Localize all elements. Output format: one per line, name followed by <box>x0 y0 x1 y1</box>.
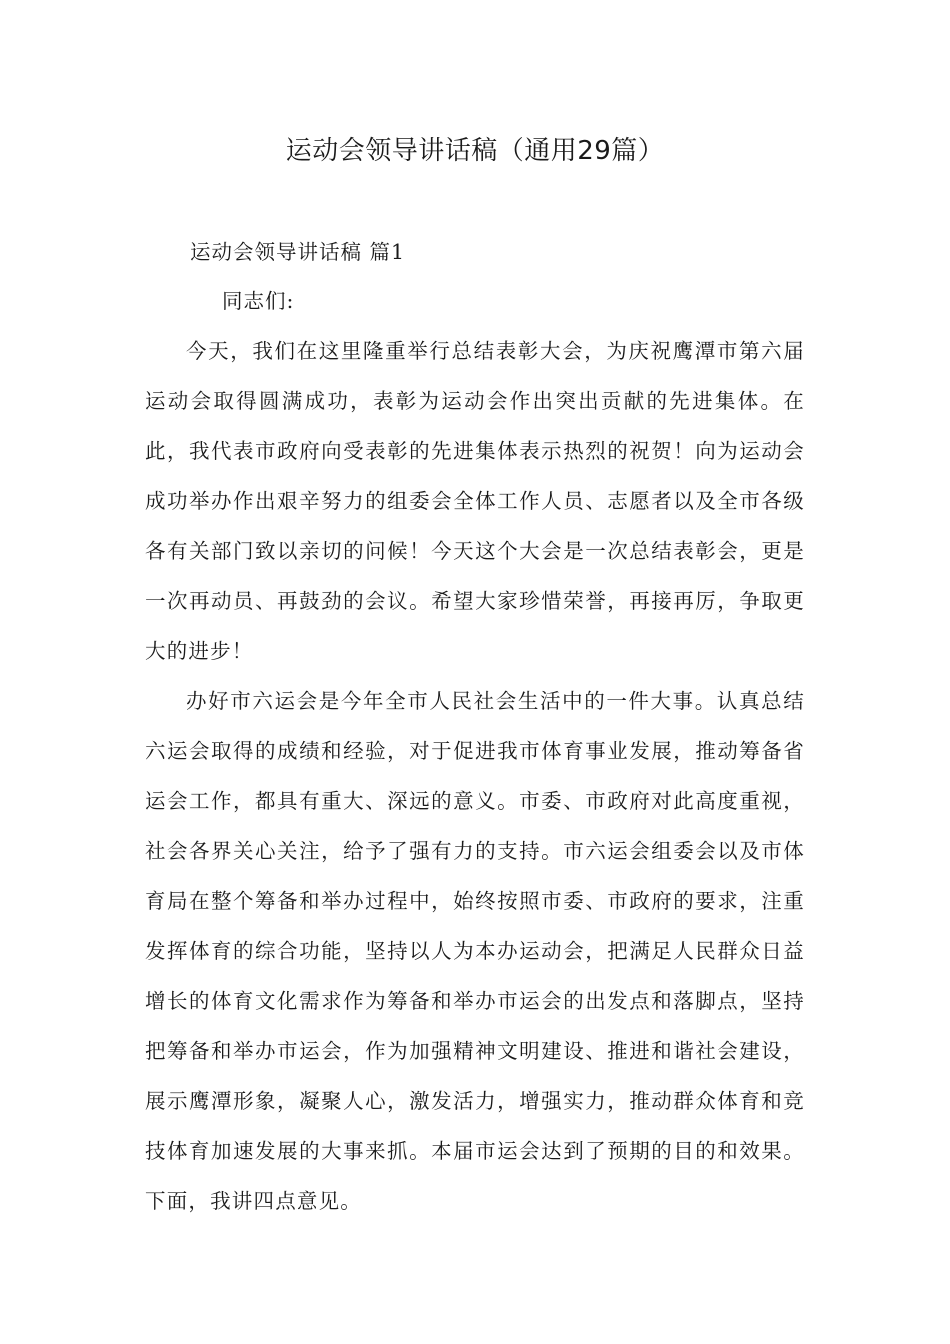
body-paragraph-1: 今天，我们在这里隆重举行总结表彰大会，为庆祝鹰潭市第六届运动会取得圆满成功，表彰为运动会作出突出贡献的先进集体。在此，我代表市政府向受表彰的先进集体表示热烈的祝贺！向为运动会成功举办作出艰辛努力的组委会全体工作人员、志愿者以及全市各级各有关部门致以亲切的问候！今天这个大会是一次总结表彰会，更是一次再动员、再鼓劲的会议。希望大家珍惜荣誉，再接再厉，争取更大的进步！ <box>145 339 805 663</box>
section-heading: 运动会领导讲话稿 篇1 <box>190 240 406 264</box>
body-paragraph-2: 办好市六运会是今年全市人民社会生活中的一件大事。认真总结六运会取得的成绩和经验，对于促进我市体育事业发展，推动筹备省运会工作，都具有重大、深远的意义。市委、市政府对此高度重视，社会各界关心关注，给予了强有力的支持。市六运会组委会以及市体育局在整个筹备和举办过程中，始终按照市委、市政府的要求，注重发挥体育的综合功能，坚持以人为本办运动会，把满足人民群众日益增长的体育文化需求作为筹备和举办市运会的出发点和落脚点，坚持把筹备和举办市运会，作为加强精神文明建设、推进和谐社会建设，展示鹰潭形象，凝聚人心，激发活力，增强实力，推动群众体育和竞技体育加速发展的大事来抓。本届市运会达到了预期的目的和效果。下面，我讲四点意见。 <box>145 689 805 1213</box>
salutation: 同志们: <box>222 289 295 313</box>
document-title: 运动会领导讲话稿（通用29篇） <box>285 136 665 166</box>
